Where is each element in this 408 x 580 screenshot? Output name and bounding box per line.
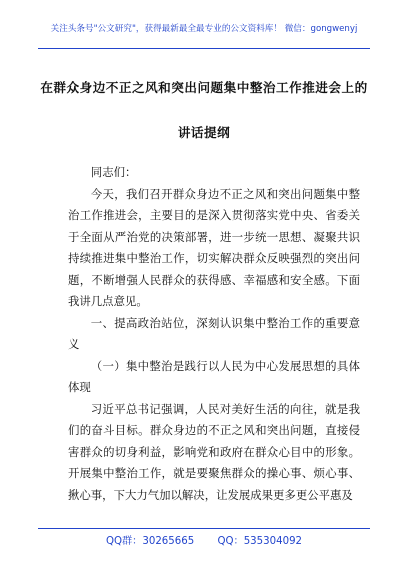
header-divider: [38, 48, 370, 49]
paragraph: 今天，我们召开群众身边不正之风和突出问题集中整治工作推进会，主要目的是深入贯彻落实党中央、省委关于全面从严治党的决策部署，进一步统一思想、凝聚共识持续推进集中整治工作，切实解决群众反映强烈的突出问题，不断增强人民群众的获得感、幸福感和安全感。下面我讲几点意见。: [68, 186, 360, 308]
document-body: [68, 162, 360, 506]
paragraph: 习近平总书记强调，人民对美好生活的向往，就是我们的奋斗目标。群众身边的不正之风和突出问题，直接侵害群众的切身利益，影响党和政府在群众心目中的形象。开展集中整治工作，就是要聚焦群众的操心事、烦心事、揪心事，下大力气加以解决，让发展成果更多更公平惠及: [68, 401, 360, 502]
document-title-line2: 讲话提纲: [177, 125, 231, 140]
page-header-banner: 关注头条号"公文研究"，获得最新最全最专业的公文资料库！ 微信：gongwenyj: [50, 24, 358, 34]
document-title: 在群众身边不正之风和突出问题集中整治工作推进会上的: [40, 80, 368, 95]
section-heading: 一、提高政治站位，深刻认识集中整治工作的重要意义: [68, 315, 360, 351]
footer-qq: QQ：535304092: [217, 536, 303, 547]
salutation: 同志们：: [90, 165, 137, 179]
subsection-heading: （一）集中整治是践行以人民为中心发展思想的具体体现: [68, 358, 360, 394]
page-footer: [0, 532, 408, 547]
footer-divider: [38, 528, 370, 529]
footer-qq-group: QQ群：30265665: [105, 536, 195, 547]
